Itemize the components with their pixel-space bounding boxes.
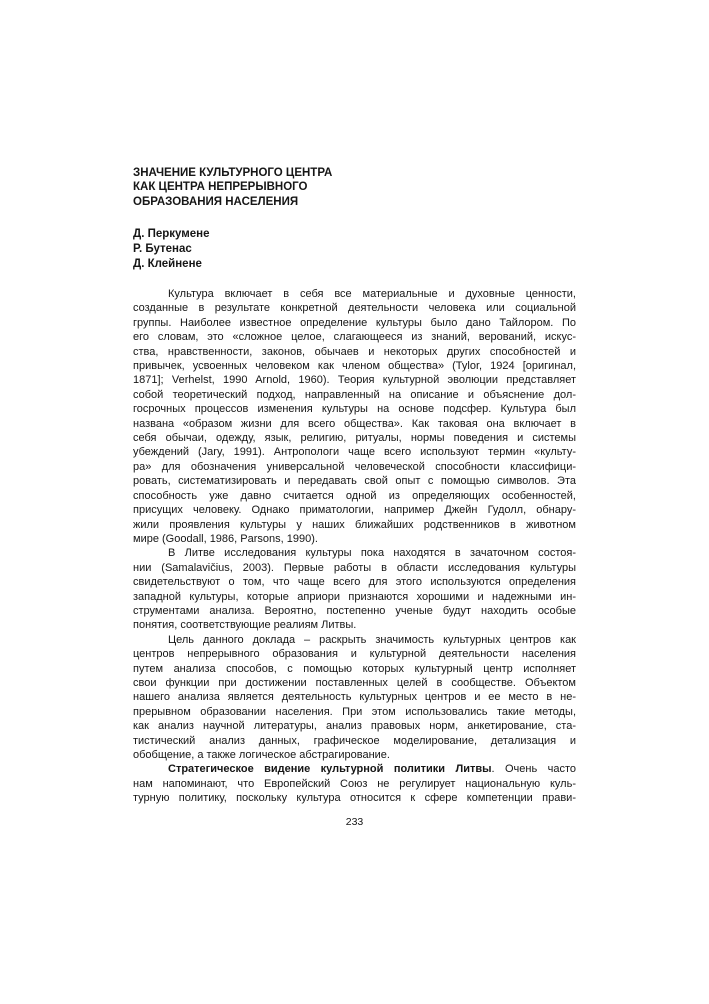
body-line: себя обычаи, одежду, язык, религию, ритуалы, нормы поведения и системы <box>133 432 576 445</box>
body-line: свидетельствуют о том, что чаще всего для этого используются определения <box>133 576 576 589</box>
paragraph <box>133 546 576 632</box>
body-line: центров непрерывного образования и культурной деятельности населения <box>133 648 576 661</box>
body-line: западной культуры, которые априори признаются хорошими и надежными ин- <box>133 590 576 603</box>
body-line: присущих человеку. Однако приматологии, например Джейн Гудолл, обнару- <box>133 504 576 517</box>
body-line: турную политику, поскольку культура относится к сфере компетенции прави- <box>133 792 576 805</box>
body-line: нашего анализа является деятельность культурных центров и ее место в не- <box>133 691 576 704</box>
body-line: струментами анализа. Вероятно, постепенно ученые будут находить особые <box>133 604 576 617</box>
body-line: ра» для обозначения универсальной человеческой способности классифици- <box>133 460 576 473</box>
body-line: его словам, это «сложное целое, слагающееся из знаний, верований, искус- <box>133 331 576 344</box>
paragraph-lead-bold: Стратегическое видение культурной политики Литвы <box>168 763 492 776</box>
body-line: нам напоминают, что Европейский Союз не регулирует национальную куль- <box>133 777 576 790</box>
body-line: нии (Samalavičius, 2003). Первые работы в области исследования культуры <box>133 561 576 574</box>
body-line-text: . Очень часто <box>491 763 576 776</box>
body-line: обобщение, а также логическое абстрагирование. <box>133 749 390 761</box>
body-line: путем анализа способов, с помощью которых культурный центр исполняет <box>133 662 576 675</box>
body-line <box>133 762 576 776</box>
body-line: Цель данного доклада – раскрыть значимость культурных центров как <box>168 633 576 646</box>
body-line: названа «образом жизни для всего общества». Как таковая она включает в <box>133 417 576 430</box>
author-name: Д. Клейнене <box>133 258 202 270</box>
body-line: понятия, соответствующие реалиям Литвы. <box>133 619 357 632</box>
paragraph <box>133 762 576 805</box>
body-line: госрочных процессов изменения культуры на основе подсфер. Культура был <box>133 403 576 416</box>
body-line: прерывном образовании населения. При этом использовались такие методы, <box>133 705 576 718</box>
body-line: созданные в результате конкретной деятельности человека или социальной <box>133 302 576 315</box>
body-line: свои функции при достижении поставленных целей в сообществе. Объектом <box>133 676 576 689</box>
body-line: привычек, усвоенных человеком как членом общества» (Tylor, 1924 [оригинал, <box>133 360 576 373</box>
body-line: способность уже давно считается одной из определяющих особенностей, <box>133 489 576 502</box>
body-line: как анализ научной литературы, анализ правовых норм, анкетирование, ста- <box>133 720 576 733</box>
body-line: В Литве исследования культуры пока находятся в зачаточном состоя- <box>168 547 576 560</box>
author-name: Р. Бутенас <box>133 243 192 255</box>
title-line: ОБРАЗОВАНИЯ НАСЕЛЕНИЯ <box>133 195 299 208</box>
page-title <box>133 166 576 209</box>
body-line: тистический анализ данных, графическое моделирование, детализация и <box>133 734 576 747</box>
body-line: убеждений (Jary, 1991). Антропологи чаще всего используют термин «культу- <box>133 446 576 459</box>
body-line: собой теоретический подход, направленный на описание и объяснение дол- <box>133 388 576 401</box>
title-line: КАК ЦЕНТРА НЕПРЕРЫВНОГО <box>133 181 308 194</box>
body-line: ровать, систематизировать и передавать свой опыт с помощью символов. Эта <box>133 475 576 488</box>
paragraph <box>133 633 576 763</box>
body-line: ства, нравственности, законов, обычаев и некоторых других способностей и <box>133 345 576 358</box>
authors-list <box>133 227 576 272</box>
author-name: Д. Перкумене <box>133 228 210 240</box>
page-number: 233 <box>345 816 364 828</box>
body-line: группы. Наиболее известное определение культуры было дано Тайлором. По <box>133 316 576 329</box>
body-line: Культура включает в себя все материальные и духовные ценности, <box>168 288 576 300</box>
article-body <box>133 287 576 806</box>
body-line: жили проявления культуры у наших ближайших родственников в животном <box>133 518 576 531</box>
title-line: ЗНАЧЕНИЕ КУЛЬТУРНОГО ЦЕНТРА <box>133 167 333 179</box>
paragraph <box>133 287 576 546</box>
body-line: 1871]; Verhelst, 1990 Arnold, 1960). Теория культурной эволюции представляет <box>133 374 576 387</box>
body-line: мире (Goodall, 1986, Parsons, 1990). <box>133 532 318 545</box>
